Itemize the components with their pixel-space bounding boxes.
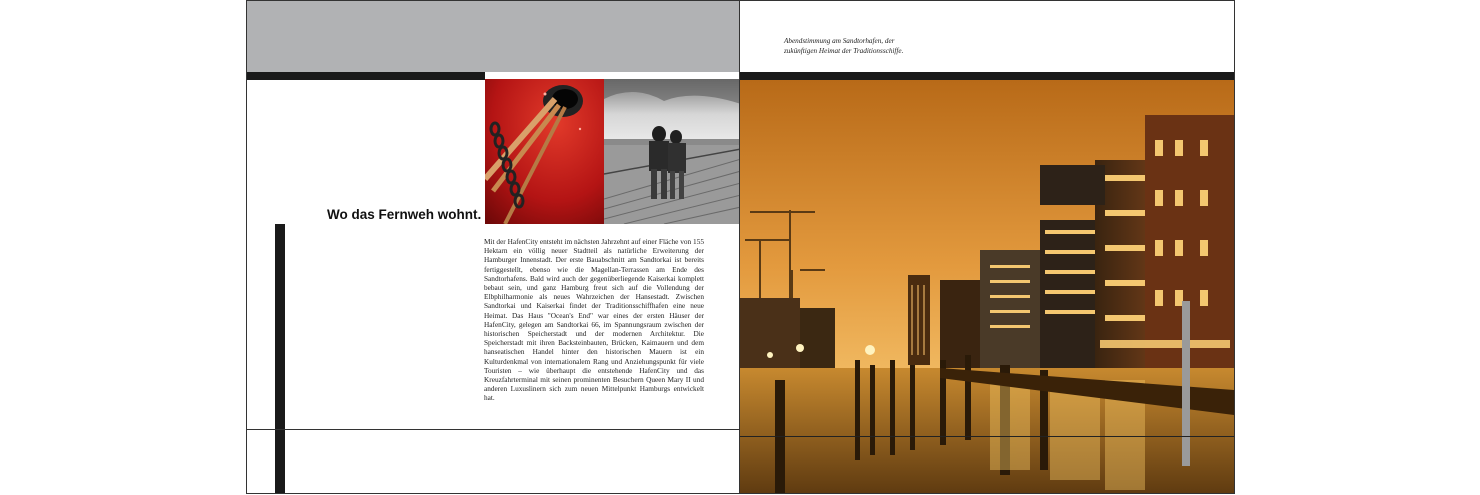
caption-line-1: Abendstimmung am Sandtorhafen, der [784,37,895,45]
body-paragraph: Mit der HafenCity entsteht im nächsten Jahrzehnt auf einer Fläche von 155 Hektarn ein völlig neuer Stadtteil als natürliche Erweiterung der Hamburger Innenstadt. Der erste Bauabschnitt am Sandtorkai ist bereits fertiggestellt, ebenso wie die Magellan-Terrassen am Ende des Sandtorhafens. Bald wird auch der gegenüberliegende Kaiserkai komplett bebaut sein, und ganz Hamburg freut sich auf die Vollendung der Elbphilharmonie als neues Wahrzeichen der Hansestadt. Zwischen Sandtorkai und Kaiserkai findet der Traditionsschiffhafen eine neue Heimat. Das Haus "Ocean's End" war eines der ersten Häuser der HafenCity, gelegen am Sandtorkai 66, im Spannungsraum zwischen der historischen Speicherstadt und der modernen Architektur. Die Speicherstadt mit ihren Backsteinbauten, Brücken, Kaimauern und dem hanseatischen Handel hinter den historischen Mauern ist ein Kulturdenkmal von internationalem Rang und Anziehungspunkt für viele Touristen – wie überhaupt die entstehende HafenCity und das Kreuzfahrterminal mit seinen prominenten Besuchern Queen Mary II und anderen Luxuslinern sich zum neuen Mittelpunkt Hamburgs entwickelt hat. [484,237,704,403]
headline: Wo das Fernweh wohnt. [327,207,482,222]
horizontal-rule-left [247,429,740,430]
vertical-black-bar [275,224,285,494]
couple-on-pier-photo [604,79,740,224]
vertical-gray-bar [1182,301,1190,466]
ship-hull-rope-photo [485,79,604,224]
horizontal-rule-right [740,436,1235,437]
black-rule-right [740,72,1235,80]
photo-caption [784,37,984,56]
left-page [246,0,740,494]
body-text [484,237,704,403]
black-rule-left [247,72,485,80]
gray-header-band [247,1,740,72]
caption-line-2: zukünftigen Heimat der Traditionsschiffe. [784,46,904,55]
right-page [740,0,1235,494]
harbor-night-photo [740,80,1234,494]
